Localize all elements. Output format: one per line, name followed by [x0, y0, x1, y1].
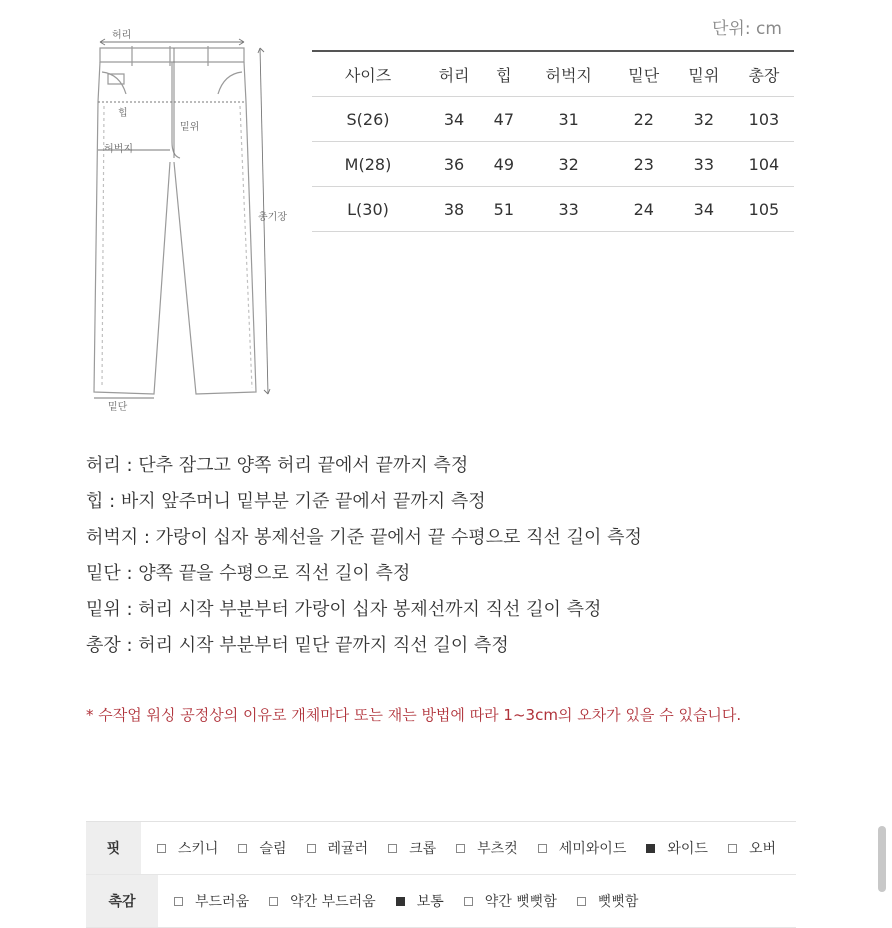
- option-item: [238, 838, 286, 858]
- checked-box-icon: [396, 897, 405, 906]
- size-cell: L(30): [347, 199, 389, 219]
- table-row: [312, 187, 794, 232]
- unchecked-box-icon: [307, 844, 316, 853]
- unchecked-box-icon: [157, 844, 166, 853]
- header-size: 사이즈: [344, 65, 392, 85]
- texture-options: [158, 875, 796, 927]
- value-cell: 104: [748, 154, 780, 174]
- tolerance-note: * 수작업 워싱 공정상의 이유로 개체마다 또는 재는 방법에 따라 1~3cm의 오차가 있을 수 있습니다.: [86, 706, 742, 724]
- option-item: [388, 838, 436, 858]
- value-cell: 33: [693, 154, 715, 174]
- unchecked-box-icon: [238, 844, 247, 853]
- option-item: [174, 891, 249, 911]
- size-table-header-row: [312, 51, 794, 97]
- option-label: 부드러움: [195, 894, 250, 910]
- value-cell: 49: [493, 154, 515, 174]
- value-cell: 22: [633, 109, 654, 129]
- measurement-descriptions: [86, 448, 642, 664]
- header-waist: 허리: [438, 65, 470, 85]
- option-item: [464, 891, 557, 911]
- fit-row-label: 핏: [86, 822, 141, 874]
- unchecked-box-icon: [174, 897, 183, 906]
- header-hem: 밑단: [628, 65, 660, 85]
- size-table: [312, 50, 794, 232]
- header-length: 총장: [748, 65, 780, 85]
- diagram-label-hip: 힙: [118, 108, 128, 119]
- value-cell: 34: [443, 109, 465, 129]
- unchecked-box-icon: [456, 844, 465, 853]
- option-item: [269, 891, 376, 911]
- option-item: [538, 838, 627, 858]
- option-label: 부츠컷: [477, 841, 518, 857]
- diagram-label-rise: 밑위: [180, 122, 200, 133]
- checked-box-icon: [646, 844, 655, 853]
- option-label: 세미와이드: [558, 841, 627, 857]
- diagram-label-hem: 밑단: [108, 402, 128, 413]
- scrollbar[interactable]: [878, 826, 886, 892]
- diagram-label-length: 총기장: [258, 212, 287, 223]
- option-item: [577, 891, 639, 911]
- option-label: 약간 뻣뻣함: [484, 894, 557, 910]
- unchecked-box-icon: [538, 844, 547, 853]
- size-cell: M(28): [344, 154, 392, 174]
- value-cell: 38: [443, 199, 465, 219]
- header-thigh: 허벅지: [545, 65, 592, 85]
- texture-row-label: 촉감: [86, 875, 158, 927]
- option-item: [646, 838, 708, 858]
- option-label: 오버: [748, 841, 776, 857]
- unchecked-box-icon: [464, 897, 473, 906]
- fit-options: [141, 822, 796, 874]
- option-label: 보통: [416, 894, 444, 910]
- size-cell: S(26): [346, 109, 390, 129]
- value-cell: 51: [493, 199, 515, 219]
- value-cell: 23: [633, 154, 654, 174]
- unit-label: 단위: cm: [712, 19, 782, 39]
- value-cell: 24: [633, 199, 654, 219]
- header-rise: 밑위: [688, 65, 720, 85]
- table-row: [312, 97, 794, 142]
- value-cell: 32: [558, 154, 579, 174]
- description-waist: 허리 : 단추 잠그고 양쪽 허리 끝에서 끝까지 측정: [86, 455, 469, 476]
- description-hem: 밑단 : 양쪽 끝을 수평으로 직선 길이 측정: [86, 563, 411, 584]
- option-label: 슬림: [259, 841, 287, 857]
- unchecked-box-icon: [728, 844, 737, 853]
- diagram-label-waist: 허리: [112, 30, 132, 41]
- table-row: [312, 142, 794, 187]
- value-cell: 31: [558, 109, 579, 129]
- value-cell: 103: [748, 109, 780, 129]
- option-label: 레귤러: [327, 841, 369, 857]
- value-cell: 36: [443, 154, 465, 174]
- diagram-label-thigh: 허벅지: [104, 144, 133, 155]
- option-item: [456, 838, 518, 858]
- unchecked-box-icon: [577, 897, 586, 906]
- unchecked-box-icon: [388, 844, 397, 853]
- option-item: [728, 838, 776, 858]
- option-label: 약간 부드러움: [290, 894, 376, 910]
- texture-row: [86, 875, 796, 928]
- value-cell: 32: [693, 109, 715, 129]
- fit-table: [86, 821, 796, 928]
- description-hip: 힙 : 바지 앞주머니 밑부분 기준 끝에서 끝까지 측정: [86, 491, 486, 512]
- option-item: [157, 838, 219, 858]
- value-cell: 34: [693, 199, 715, 219]
- option-label: 뻣뻣함: [597, 894, 639, 910]
- value-cell: 105: [748, 199, 780, 219]
- unchecked-box-icon: [269, 897, 278, 906]
- description-thigh: 허벅지 : 가랑이 십자 봉제선을 기준 끝에서 끝 수평으로 직선 길이 측정: [86, 527, 642, 548]
- pants-diagram: [84, 22, 310, 422]
- header-hip: 힙: [496, 65, 512, 85]
- option-label: 크롭: [409, 841, 437, 857]
- option-item: [396, 891, 444, 911]
- option-label: 스키니: [177, 841, 219, 857]
- description-length: 총장 : 허리 시작 부분부터 밑단 끝까지 직선 길이 측정: [86, 635, 509, 656]
- option-item: [307, 838, 369, 858]
- value-cell: 33: [558, 199, 579, 219]
- option-label: 와이드: [667, 841, 708, 857]
- value-cell: 47: [493, 109, 515, 129]
- description-rise: 밑위 : 허리 시작 부분부터 가랑이 십자 봉제선까지 직선 길이 측정: [86, 599, 602, 620]
- fit-row: [86, 822, 796, 875]
